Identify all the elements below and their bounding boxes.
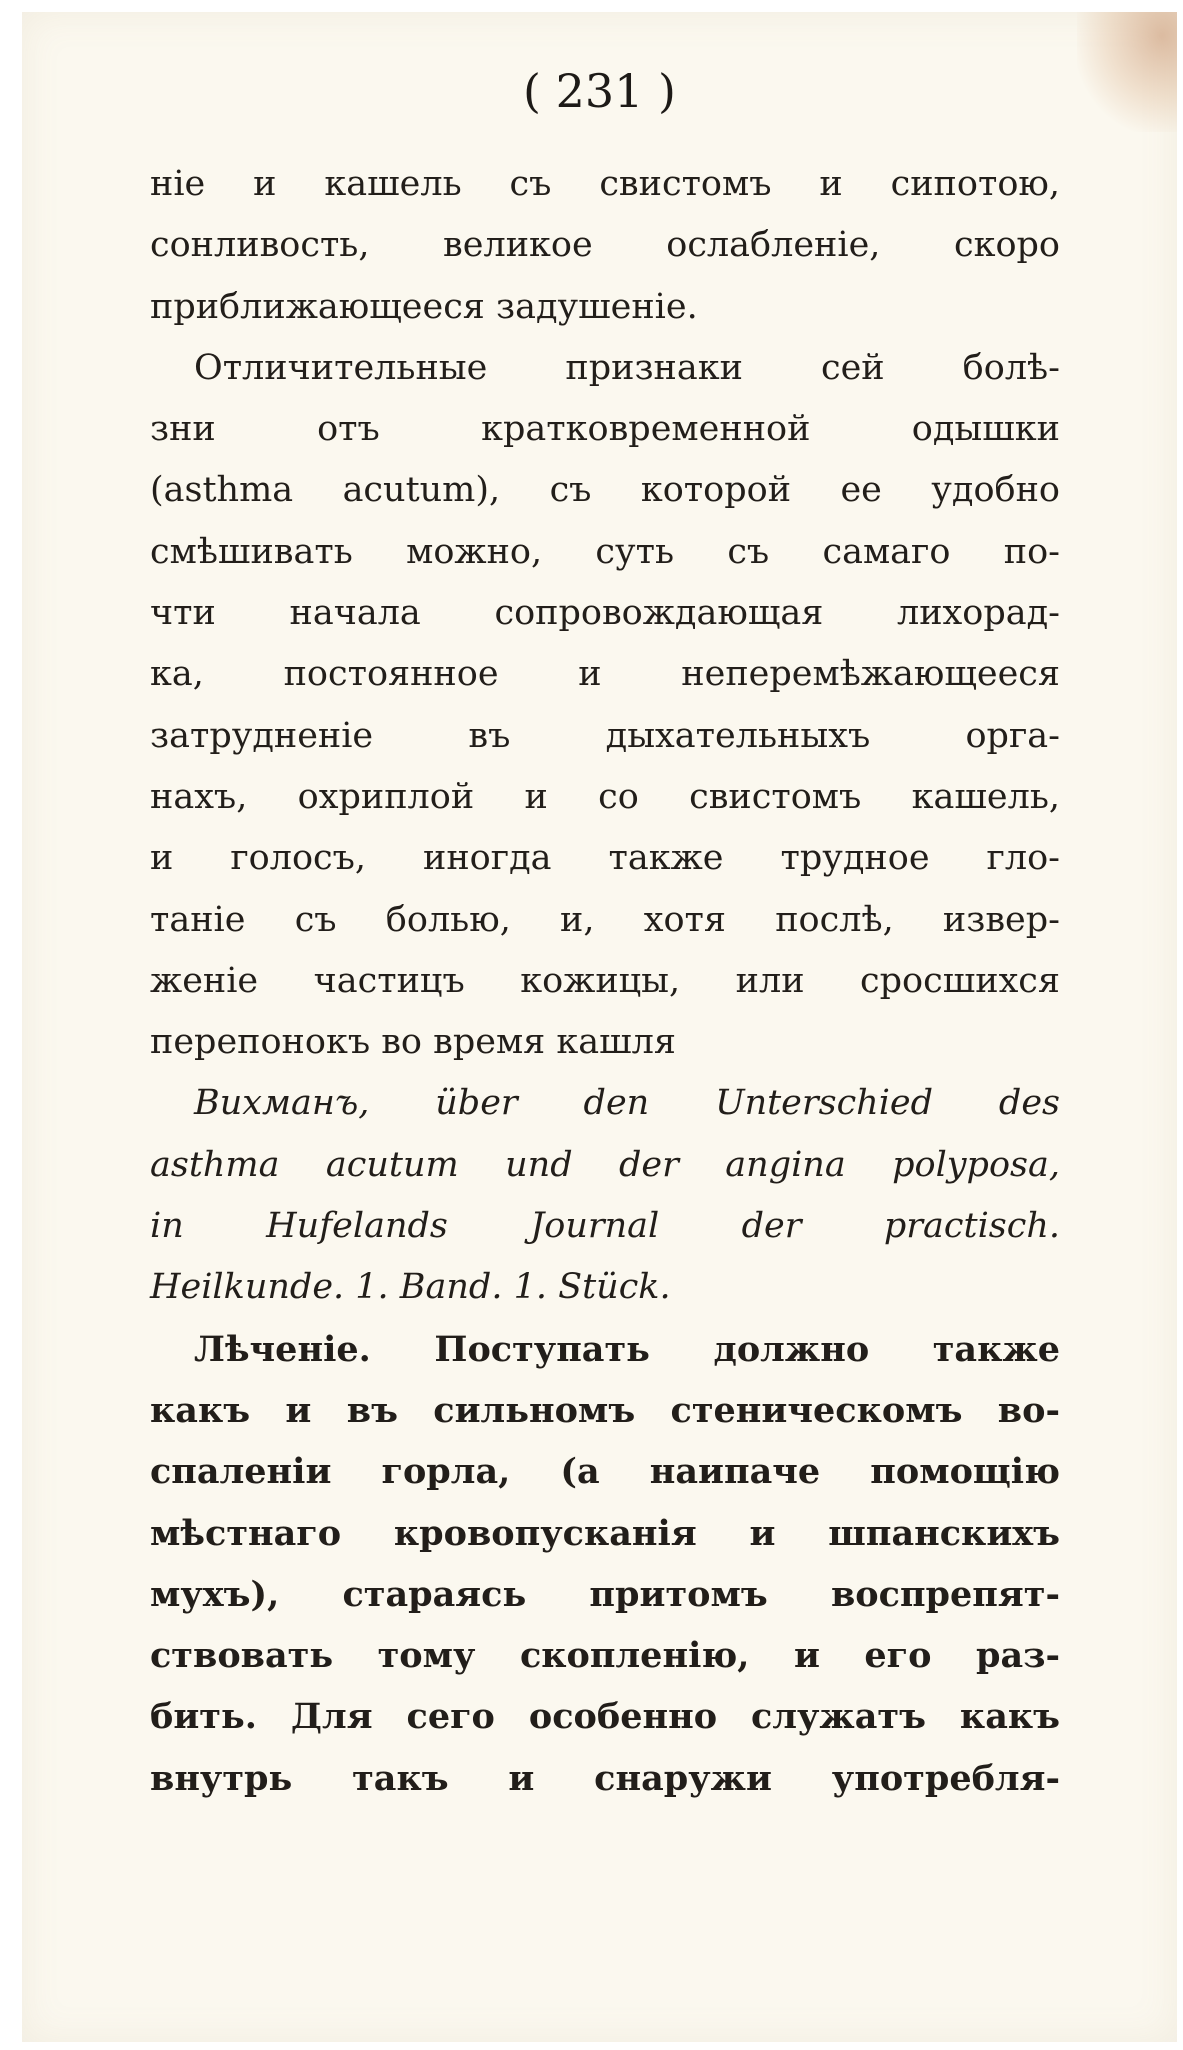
- citation-line: in Hufelands Journal der practisch.: [150, 1206, 1060, 1247]
- text-line: (asthma acutum), съ которой ее удобно: [150, 470, 1060, 511]
- text-line: затрудненіе въ дыхательныхъ орга-: [150, 715, 1060, 756]
- text-line: чти начала сопровождающая лихорад-: [150, 593, 1060, 634]
- text-line: какъ и въ сильномъ стеническомъ во-: [150, 1389, 1060, 1431]
- text-line: и голосъ, иногда также трудное гло-: [150, 838, 1060, 879]
- citation-line: Вихманъ, über den Unterschied des: [194, 1083, 1060, 1124]
- text-line: спаленіи горла, (а наипаче помощію: [150, 1451, 1060, 1493]
- text-line: таніе съ болью, и, хотя послѣ, извер-: [150, 899, 1060, 940]
- text-line: смѣшивать можно, суть съ самаго по-: [150, 531, 1060, 572]
- text-line: мухъ), стараясь притомъ воспрепят-: [150, 1573, 1060, 1615]
- text-line: ствовать тому скопленію, и его раз-: [150, 1635, 1060, 1677]
- citation-line: asthma acutum und der angina polyposa,: [150, 1144, 1060, 1185]
- text-line: приближающееся задушеніе.: [150, 286, 698, 327]
- citation-line: Heilkunde. 1. Band. 1. Stück.: [150, 1267, 671, 1308]
- text-line: внутрь такъ и снаружи употребля-: [150, 1757, 1060, 1799]
- page-number: ( 231 ): [523, 64, 676, 118]
- text-line: сонливость, великое ослабленіе, скоро: [150, 225, 1060, 266]
- text-line: нахъ, охриплой и со свистомъ кашель,: [150, 776, 1060, 817]
- paragraph-start-line: Отличительные признаки сей болѣ-: [194, 347, 1060, 388]
- text-line: зни отъ кратковременной одышки: [150, 409, 1060, 450]
- text-line: мѣстнаго кровопусканія и шпанскихъ: [150, 1512, 1060, 1554]
- book-page: [22, 12, 1177, 2042]
- paragraph-start-line: Лѣченіе. Поступать должно также: [194, 1328, 1060, 1370]
- text-line: перепонокъ во время кашля: [150, 1022, 676, 1063]
- text-line: женіе частицъ кожицы, или сросшихся: [150, 960, 1060, 1001]
- body-text: [150, 154, 1060, 1809]
- text-line: бить. Для сего особенно служатъ какъ: [150, 1696, 1060, 1738]
- text-line: ніе и кашель съ свистомъ и сипотою,: [150, 164, 1060, 204]
- text-line: ка, постоянное и неперемѣжающееся: [150, 654, 1060, 695]
